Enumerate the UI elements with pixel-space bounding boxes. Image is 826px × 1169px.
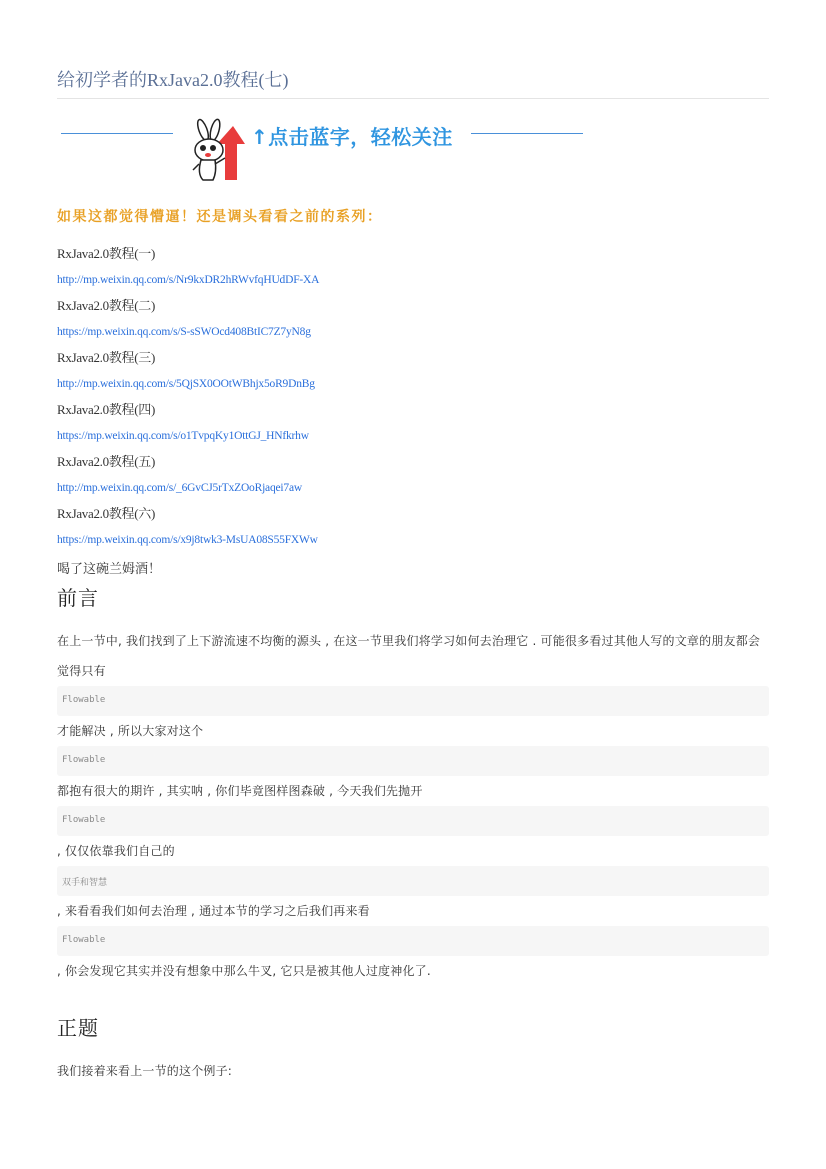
preface-paragraph-4: , 仅仅依靠我们自己的	[57, 844, 175, 858]
follow-cta-text[interactable]: ↑点击蓝字，轻松关注	[251, 125, 453, 149]
code-text: 双手和智慧	[62, 878, 108, 888]
series-item-link[interactable]: https://mp.weixin.qq.com/s/x9j8twk3-MsUA08S55FXWw	[57, 534, 318, 546]
code-text: Flowable	[62, 695, 106, 705]
preface-heading: 前言	[57, 586, 99, 610]
preface-paragraph-3: 都抱有很大的期许 , 其实呐 , 你们毕竟图样图森破 , 今天我们先抛开	[57, 784, 423, 798]
series-item-link[interactable]: https://mp.weixin.qq.com/s/o1TvpqKy1OttGJ_HNfkrhw	[57, 430, 309, 442]
banner-right-line	[471, 133, 583, 134]
series-item-title: RxJava2.0教程(一)	[57, 246, 155, 261]
series-item-title: RxJava2.0教程(六)	[57, 506, 155, 521]
series-item-title: RxJava2.0教程(五)	[57, 454, 155, 469]
series-item-link[interactable]: http://mp.weixin.qq.com/s/5QjSX0OOtWBhjx5oR9DnBg	[57, 378, 315, 390]
preface-paragraph-1: 在上一节中, 我们找到了上下游流速不均衡的源头 , 在这一节里我们将学习如何去治理它 . 可能很多看过其他人写的文章的朋友都会觉得只有	[57, 634, 761, 678]
inline-code-block	[57, 806, 769, 836]
inline-code-block	[57, 746, 769, 776]
series-item	[57, 349, 769, 401]
series-notice: 如果这都觉得懵逼！还是调头看看之前的系列：	[57, 209, 383, 225]
series-item-title: RxJava2.0教程(四)	[57, 402, 155, 417]
inline-code-block	[57, 866, 769, 896]
rabbit-mascot-icon	[189, 118, 245, 182]
series-item	[57, 297, 769, 349]
series-item	[57, 245, 769, 297]
inline-code-block	[57, 926, 769, 956]
series-item-link[interactable]: http://mp.weixin.qq.com/s/_6GvCJ5rTxZOoRjaqei7aw	[57, 482, 302, 494]
series-item-link[interactable]: http://mp.weixin.qq.com/s/Nr9kxDR2hRWvfqHUdDF-XA	[57, 274, 320, 286]
inline-code-block	[57, 686, 769, 716]
code-text: Flowable	[62, 755, 106, 765]
code-text: Flowable	[62, 935, 106, 945]
main-heading: 正题	[57, 1016, 99, 1040]
main-paragraph-1: 我们接着来看上一节的这个例子:	[57, 1064, 233, 1078]
drink-line: 喝了这碗兰姆酒！	[57, 561, 162, 576]
banner-left-line	[61, 133, 173, 134]
preface-paragraph-2: 才能解决 , 所以大家对这个	[57, 724, 204, 738]
series-item	[57, 453, 769, 505]
series-item-title: RxJava2.0教程(二)	[57, 298, 155, 313]
series-item	[57, 505, 769, 557]
article-title: 给初学者的RxJava2.0教程(七)	[57, 70, 289, 90]
series-list	[57, 245, 769, 557]
preface-paragraph-6: , 你会发现它其实并没有想象中那么牛叉, 它只是被其他人过度神化了.	[57, 964, 431, 978]
series-item	[57, 401, 769, 453]
series-item-link[interactable]: https://mp.weixin.qq.com/s/S-sSWOcd408BtIC7Z7yN8g	[57, 326, 311, 338]
follow-banner[interactable]	[61, 118, 591, 182]
title-divider	[57, 98, 769, 99]
series-item-title: RxJava2.0教程(三)	[57, 350, 155, 365]
preface-paragraph-5: , 来看看我们如何去治理 , 通过本节的学习之后我们再来看	[57, 904, 370, 918]
code-text: Flowable	[62, 815, 106, 825]
